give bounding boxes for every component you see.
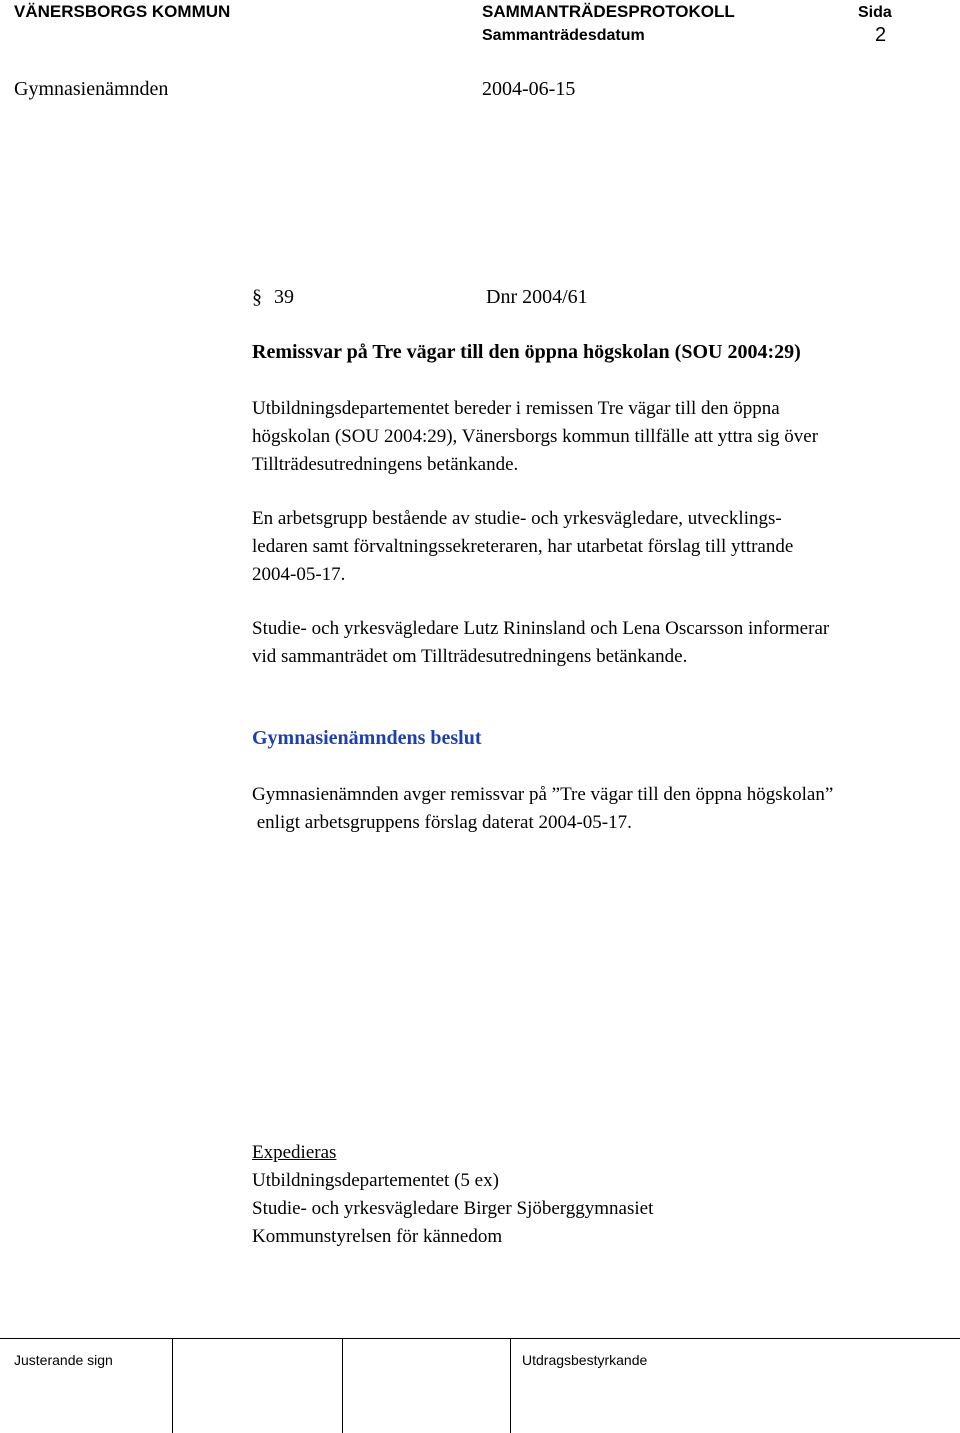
meeting-date: 2004-06-15 <box>482 78 576 100</box>
extract-certification-label: Utdragsbestyrkande <box>522 1352 648 1368</box>
paragraph-line: Utbildningsdepartementet bereder i remissen Tre vägar till den öppna <box>252 398 780 419</box>
dispatch-item: Utbildningsdepartementet (5 ex) <box>252 1170 499 1191</box>
item-title: Remissvar på Tre vägar till den öppna högskolan (SOU 2004:29) <box>252 341 801 363</box>
paragraph-line: 2004-05-17. <box>252 564 346 585</box>
paragraph-line: Studie- och yrkesvägledare Lutz Rininsland och Lena Oscarsson informerar <box>252 618 830 639</box>
decision-heading: Gymnasienämndens beslut <box>252 727 482 749</box>
decision-text <box>252 781 892 837</box>
meeting-date-label: Sammanträdesdatum <box>482 27 645 44</box>
paragraph-line: vid sammanträdet om Tillträdesutredningens betänkande. <box>252 646 688 667</box>
paragraph-line: En arbetsgrupp bestående av studie- och yrkesvägledare, utvecklings- <box>252 508 782 529</box>
dispatch-item: Kommunstyrelsen för kännedom <box>252 1226 503 1247</box>
paragraph-line: ledaren samt förvaltningssekreteraren, har utarbetat förslag till yttrande <box>252 536 794 557</box>
paragraph-line: Tillträdesutredningens betänkande. <box>252 454 519 475</box>
decision-line: enligt arbetsgruppens förslag daterat 2004-05-17. <box>252 812 632 833</box>
dispatch-list <box>252 1139 892 1251</box>
dispatch-item: Studie- och yrkesvägledare Birger Sjöberggymnasiet <box>252 1198 654 1219</box>
page-label: Sida <box>858 4 892 21</box>
section-number: 39 <box>274 286 294 308</box>
municipality-name: VÄNERSBORGS KOMMUN <box>14 2 231 21</box>
dispatch-heading: Expedieras <box>252 1142 337 1163</box>
page-number: 2 <box>875 24 887 46</box>
section-symbol: § <box>252 286 262 308</box>
committee-name: Gymnasienämnden <box>14 78 169 100</box>
footer-column-divider <box>510 1338 511 1433</box>
footer-column-divider <box>172 1338 173 1433</box>
paragraph-2 <box>252 505 892 589</box>
decision-line: Gymnasienämnden avger remissvar på ”Tre vägar till den öppna högskolan” <box>252 784 834 805</box>
paragraph-1 <box>252 395 892 479</box>
signature-label: Justerande sign <box>14 1352 113 1368</box>
footer-column-divider <box>342 1338 343 1433</box>
diary-number: Dnr 2004/61 <box>486 286 588 308</box>
protocol-title: SAMMANTRÄDESPROTOKOLL <box>482 2 735 21</box>
paragraph-line: högskolan (SOU 2004:29), Vänersborgs kommun tillfälle att yttra sig över <box>252 426 819 447</box>
footer-divider <box>0 1338 960 1339</box>
paragraph-3 <box>252 615 892 671</box>
